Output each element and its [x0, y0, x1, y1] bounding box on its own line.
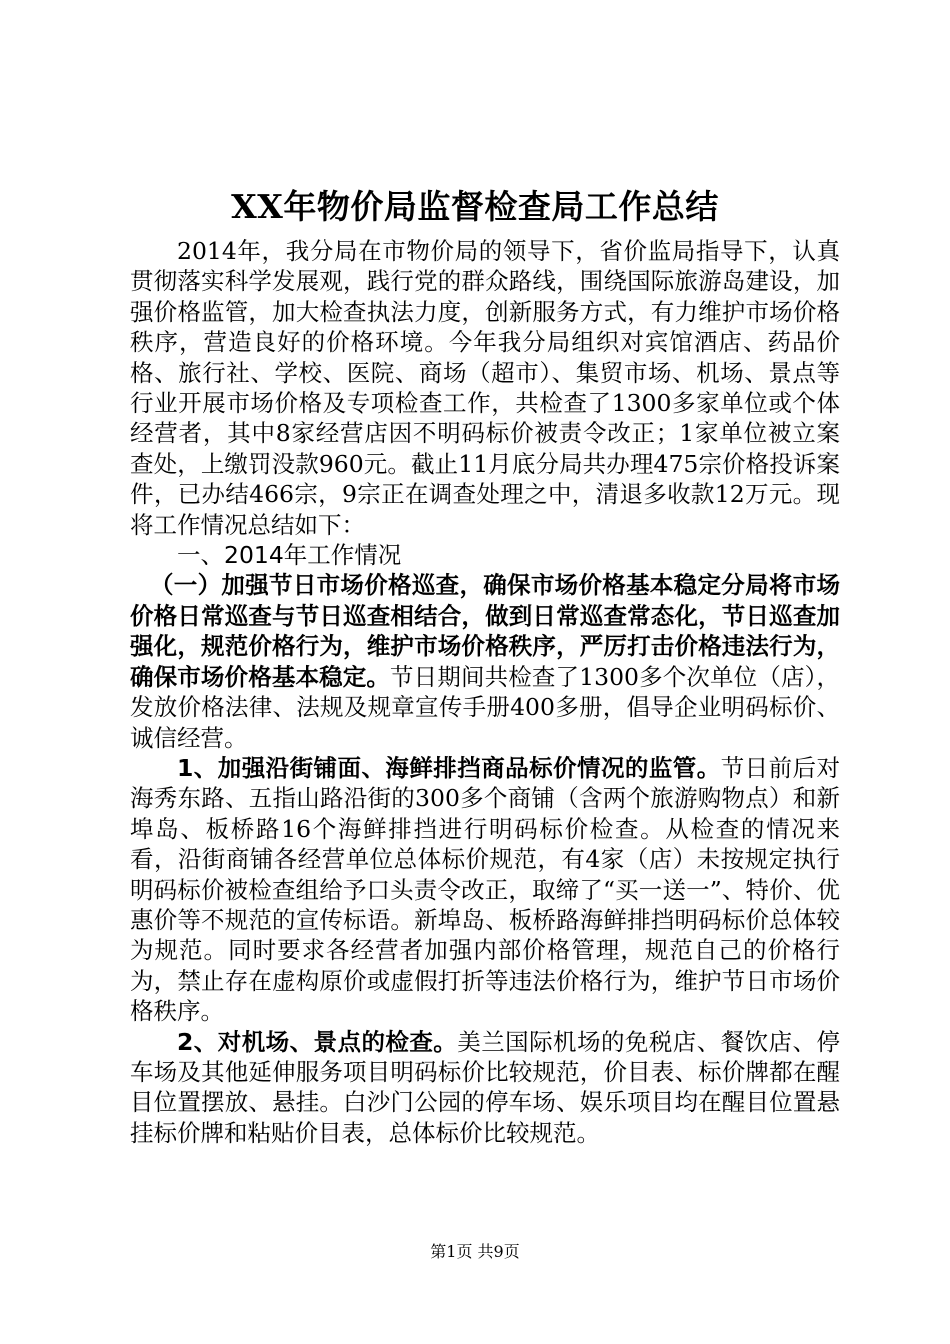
- document-title: XX年物价局监督检查局工作总结: [231, 187, 719, 226]
- item-heading-1: 1、加强沿街铺面、海鲜排挡商品标价情况的监管。: [177, 753, 721, 782]
- page-footer: 第1页 共9页: [430, 1242, 520, 1261]
- item-paragraph-2: [130, 1027, 840, 1149]
- item-paragraph-1: [130, 753, 840, 1027]
- item-heading-2: 2、对机场、景点的检查。: [177, 1027, 458, 1056]
- subsection-paragraph-1: [130, 570, 840, 752]
- document-body: [130, 236, 840, 1148]
- intro-paragraph: 2014年，我分局在市物价局的领导下，省价监局指导下，认真贯彻落实科学发展观，践行党的群众路线，围绕国际旅游岛建设，加强价格监管，加大检查执法力度，创新服务方式，有力维护市场价格秩序，营造良好的价格环境。今年我分局组织对宾馆酒店、药品价格、旅行社、学校、医院、商场（超市）、集贸市场、机场、景点等行业开展市场价格及专项检查工作，共检查了1300多家单位或个体经营者，其中8家经营店因不明码标价被责令改正；1家单位被立案查处，上缴罚没款960元。截止11月底分局共办理475宗价格投诉案件，已办结466宗，9宗正在调查处理之中，清退多收款12万元。现将工作情况总结如下：: [130, 237, 840, 539]
- subsection-text-1: 节日期间共检查了1300多个次单位（店），发放价格法律、法规及规章宣传手册400多册，倡导企业明码标价、诚信经营。: [130, 662, 840, 752]
- item-text-2: 美兰国际机场的免税店、餐饮店、停车场及其他延伸服务项目明码标价比较规范，价目表、标价牌都在醒目位置摆放、悬挂。白沙门公园的停车场、娱乐项目均在醒目位置悬挂标价牌和粘贴价目表，总体标价比较规范。: [130, 1027, 840, 1147]
- item-text-1: 节日前后对海秀东路、五指山路沿街的300多个商铺（含两个旅游购物点）和新埠岛、板桥路16个海鲜排挡进行明码标价检查。从检查的情况来看，沿街商铺各经营单位总体标价规范，有4家（店）未按规定执行明码标价被检查组给予口头责令改正，取缔了“买一送一”、特价、优惠价等不规范的宣传标语。新埠岛、板桥路海鲜排挡明码标价总体较为规范。同时要求各经营者加强内部价格管理，规范自己的价格行为，禁止存在虚构原价或虚假打折等违法价格行为，维护节日市场价格秩序。: [130, 753, 841, 1026]
- subsection-heading-1: （一）加强节日市场价格巡查，确保市场价格基本稳定分局将市场价格日常巡查与节日巡查相结合，做到日常巡查常态化，节日巡查加强化，规范价格行为，维护市场价格秩序，严厉打击价格违法行为，确保市场价格基本稳定。: [130, 571, 840, 691]
- section-heading-1: 一、2014年工作情况: [177, 541, 402, 570]
